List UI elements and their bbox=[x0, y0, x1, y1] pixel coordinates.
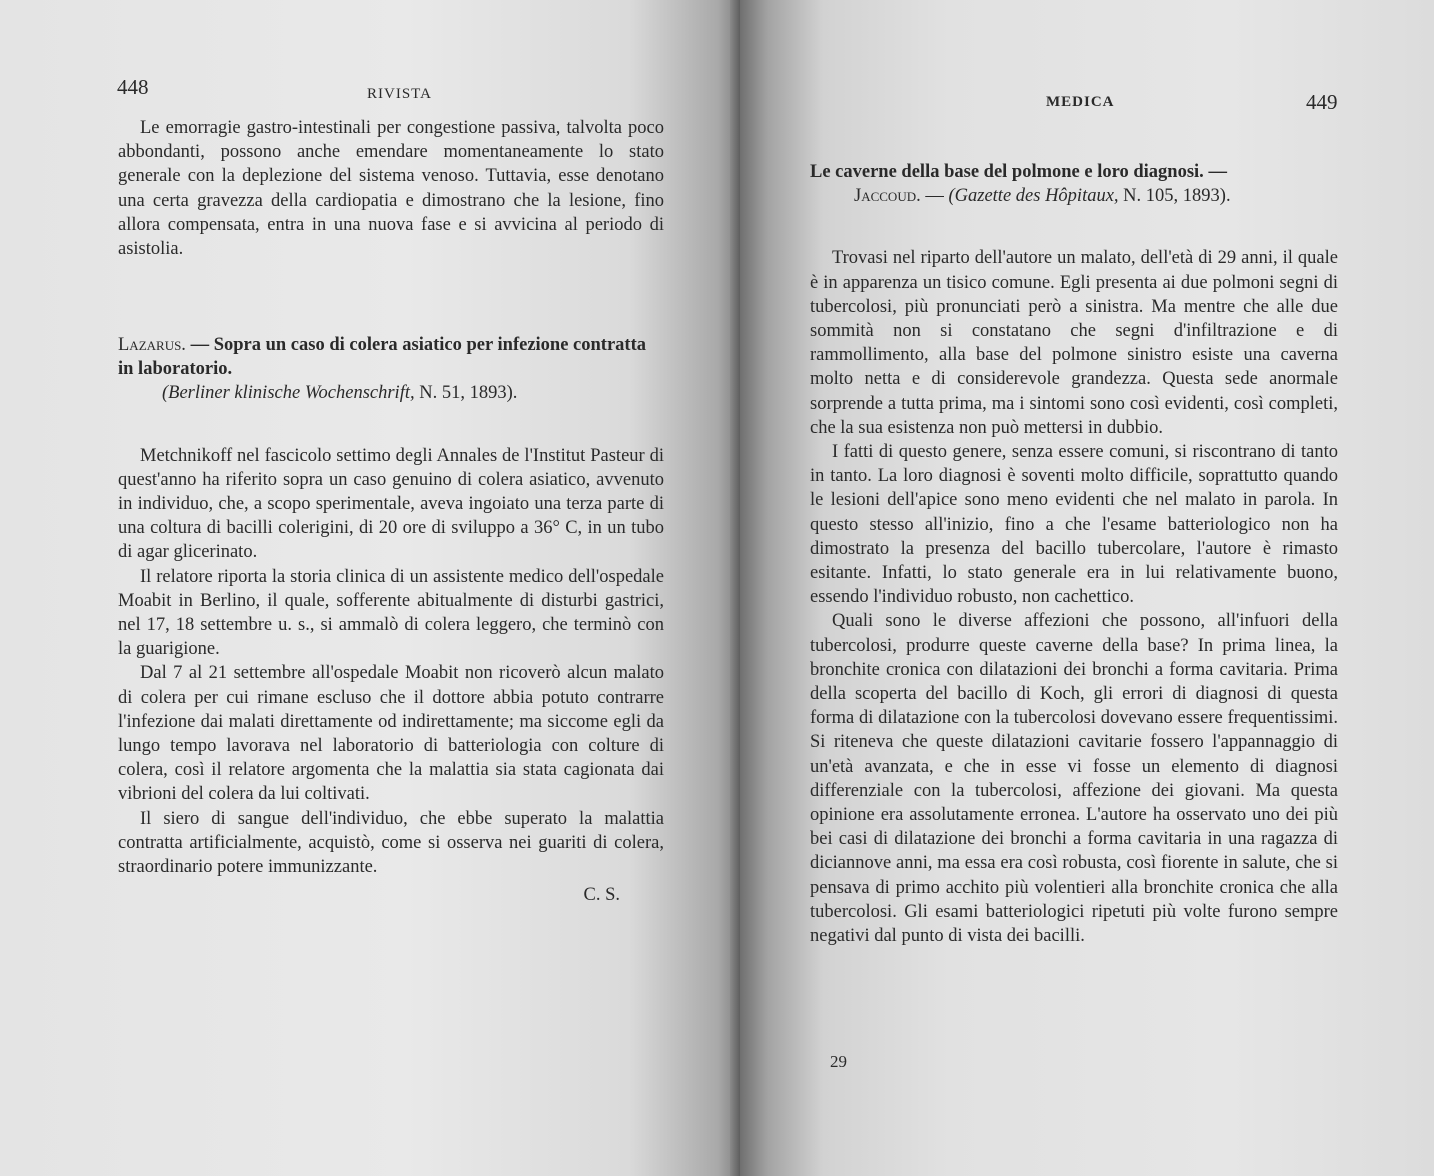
article-paragraph-4: Il siero di sangue dell'individuo, che ebbe superato la malattia contratta artificialmente, acquistò, come si osserva nei guariti di colera, straordinario potere immunizzante. bbox=[118, 808, 664, 878]
article-author: Lazarus. bbox=[118, 335, 186, 355]
page-number-left: 448 bbox=[117, 75, 149, 99]
article-paragraph-3: Dal 7 al 21 settembre all'ospedale Moabit non ricoverò alcun malato di colera per cui rimane escluso che il dottore abbia potuto contrarre l'infezione dai malati direttamente od indirettamente; ma siccome egli da lungo tempo lavorava nel laboratorio di batteriologia con colture di colera, così il relatore argomenta che la malattia sia stata cagionata dai vibrioni del colera da lui coltivati. bbox=[118, 663, 664, 805]
page-number-right: 449 bbox=[1306, 90, 1338, 114]
article-citation-right: N. 105, 1893). bbox=[1123, 186, 1231, 207]
right-article bbox=[810, 160, 1338, 948]
article-heading-right bbox=[810, 160, 1338, 208]
article-source: (Berliner klinische Wochenschrift, bbox=[162, 383, 415, 404]
left-article bbox=[118, 333, 664, 907]
article-heading-left bbox=[118, 333, 664, 406]
intro-paragraph: Le emorragie gastro-intestinali per congestione passiva, talvolta poco abbondanti, possono anche emendare momentaneamente lo stato generale con la deplezione del sistema venoso. Tuttavia, esse denotano una certa gravezza della cardiopatia e dimostrano che la lesione, fino allora compensata, entra in una nuova fase e si avvicina al periodo di asistolia. bbox=[118, 118, 664, 260]
article-title: Sopra un caso di colera asiatico per infezione contratta in laboratorio. bbox=[118, 335, 646, 380]
article-paragraph-right-2: I fatti di questo genere, senza essere comuni, si riscontrano di tanto in tanto. La loro diagnosi è soventi molto difficile, soprattutto quando le lesioni dell'apice sono meno evidenti che nel malato in parola. In questo stesso all'inizio, fino a che l'esame batteriologico non ha dimostrato la presenza del bacillo tubercolare, l'autore è rimasto esitante. Infatti, lo stato generale era in lui relativamente buono, essendo l'individuo robusto, non cachettico. bbox=[810, 442, 1338, 608]
running-head-left: RIVISTA bbox=[367, 86, 432, 102]
heading-dash-right: — bbox=[1208, 162, 1227, 182]
signature-mark: 29 bbox=[830, 1052, 847, 1071]
article-citation: N. 51, 1893). bbox=[419, 383, 518, 404]
author-dash-right: — bbox=[925, 186, 944, 207]
running-head-right: MEDICA bbox=[1046, 94, 1115, 110]
article-signature: C. S. bbox=[583, 885, 620, 906]
left-intro-block bbox=[118, 116, 664, 261]
article-paragraph-right-3: Quali sono le diverse affezioni che possono, all'infuori della tubercolosi, produrre queste caverne della base? In prima linea, la bronchite cronica con dilatazioni dei bronchi a forma cavitaria. Prima della scoperta del bacillo di Koch, gli errori di diagnosi di questa forma di dilatazione con la tubercolosi dovevano essere frequentissimi. Si riteneva che queste dilatazioni cavitarie fossero l'appannaggio di un'età avanzata, e che in esse vi fosse un elemento di diagnosi differenziale con la tubercolosi, affezione dei giovani. Ma questa opinione era assolutamente erronea. L'autore ha osservato uno dei più bei casi di dilatazione dei bronchi a forma cavitaria in una ragazza di diciannove anni, ma essa era così robusta, così fiorente in salute, che si pensava di primo acchito più volentieri alla bronchite cronica che alla tubercolosi. Gli esami batteriologici ripetuti più volte furono sempre negativi dal punto di vista dei bacilli. bbox=[810, 611, 1338, 947]
article-paragraph-right-1: Trovasi nel riparto dell'autore un malato, dell'età di 29 anni, il quale è in apparenza un tisico comune. Egli presenta ai due polmoni segni di tubercolosi, più pronunciati però a sinistra. Ma mentre che alle due sommità non si constatano che segni d'infiltrazione e di rammollimento, alla base del polmone sinistro esiste una caverna molto netta e di considerevole grandezza. Questa sede anormale sorprende a tutta prima, ma i sintomi sono così evidenti, così completi, che la sua esistenza non può mettersi in dubbio. bbox=[810, 248, 1338, 438]
heading-dash: — bbox=[190, 335, 210, 355]
article-author-right: Jaccoud. bbox=[854, 186, 921, 207]
article-title-right: Le caverne della base del polmone e loro diagnosi. bbox=[810, 162, 1204, 182]
article-paragraph-1: Metchnikoff nel fascicolo settimo degli Annales de l'Institut Pasteur di quest'anno ha riferito sopra un caso genuino di colera asiatico, avvenuto in individuo, che, a scopo sperimentale, aveva ingoiato una terza parte di una coltura di bacilli colerigini, di 20 ore di sviluppo a 36° C, in un tubo di agar glicerinato. bbox=[118, 445, 664, 563]
article-source-right: (Gazette des Hôpitaux, bbox=[948, 186, 1119, 207]
right-page bbox=[740, 0, 1434, 1176]
article-paragraph-2: Il relatore riporta la storia clinica di un assistente medico dell'ospedale Moabit in Berlino, il quale, sofferente abitualmente di disturbi gastrici, nel 17, 18 settembre u. s., si ammalò di colera leggero, che terminò con la guarigione. bbox=[118, 566, 664, 660]
